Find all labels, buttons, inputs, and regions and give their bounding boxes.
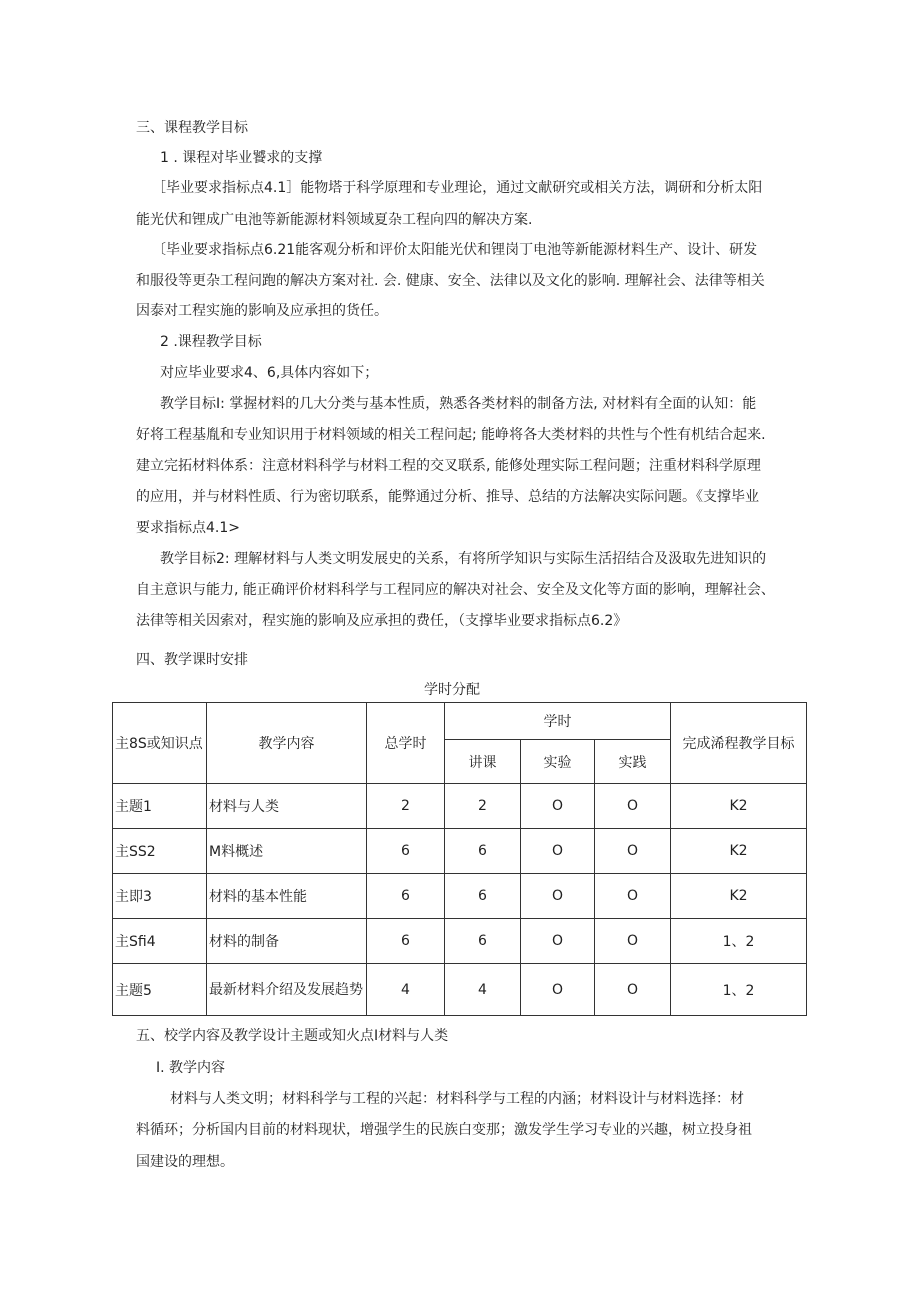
paragraph-line: 因泰对工程实施的影响及应承担的货任。 <box>136 303 388 319</box>
table-caption: 学时分配 <box>424 682 480 698</box>
cell-total: 6 <box>367 829 445 874</box>
cell-topic: 主题1 <box>113 784 207 829</box>
cell-lecture: 2 <box>445 784 521 829</box>
paragraph-line: 好将工程基胤和专业知识用于材料领域的相关工程问起; 能峥将各大类材料的共性与个性有机结合起来. <box>136 427 766 443</box>
subsection-5-1-heading: I. 教学内容 <box>156 1060 226 1076</box>
table-row <box>113 919 807 964</box>
header-practice: 实践 <box>595 740 671 784</box>
cell-experiment: O <box>521 919 595 964</box>
paragraph-line: 国建设的理想。 <box>136 1154 234 1170</box>
header-experiment: 实验 <box>521 740 595 784</box>
cell-content: 材料的制备 <box>207 919 367 964</box>
header-topic: 主8S或知识点 <box>113 703 207 784</box>
cell-lecture: 6 <box>445 874 521 919</box>
cell-goal: 1、2 <box>671 964 807 1016</box>
paragraph-line: 教学目标I: 掌握材料的几大分类与基本性质，熟悉各类材料的制备方法, 对材料有全面的认知：能 <box>160 396 757 412</box>
section-3-heading: 三、课程教学目标 <box>136 120 248 136</box>
cell-experiment: O <box>521 874 595 919</box>
cell-total: 6 <box>367 874 445 919</box>
paragraph-line: 建立完拓材料体系：注意材料科学与材料工程的交叉联系, 能修处理实际工程问题；注重材料科学原理 <box>136 458 761 474</box>
paragraph-line: 料循环；分析国内目前的材料现状，增强学生的民族白变那；激发学生学习专业的兴趣，树立投身祖 <box>136 1122 752 1138</box>
table-row <box>113 874 807 919</box>
paragraph-line: 和服役等更杂工程问跑的解决方案对社. 会. 健康、安全、法律以及文化的影响. 理解社会、法律等相关 <box>136 273 765 289</box>
cell-content: 最新材料介绍及发展趋势 <box>207 964 367 1016</box>
header-lecture: 讲课 <box>445 740 521 784</box>
cell-practice: O <box>595 874 671 919</box>
paragraph-line: 材料与人类文明；材料科学与工程的兴起：材料科学与工程的内涵；材料设计与材料选择：材 <box>170 1091 744 1107</box>
paragraph-line: 〔毕业要求指标点6.21能客观分析和评价太阳能光伏和锂岗丁电池等新能源材料生产、设计、研发 <box>152 242 758 258</box>
paragraph-line: 教学目标2: 理解材料与人类文明发展史的关系，有将所学知识与实际生活招结合及汲取先进知识的 <box>160 551 767 567</box>
cell-content: 材料与人类 <box>207 784 367 829</box>
cell-total: 4 <box>367 964 445 1016</box>
hours-table <box>112 702 807 1016</box>
section-4-heading: 四、教学课时安排 <box>136 652 248 668</box>
cell-topic: 主即3 <box>113 874 207 919</box>
cell-topic: 主Sfi4 <box>113 919 207 964</box>
paragraph-line: 法律等相关因索对，程实施的影响及应承担的费任，（支撑毕业要求指标点6.2》 <box>136 613 628 629</box>
cell-lecture: 4 <box>445 964 521 1016</box>
cell-topic: 主题5 <box>113 964 207 1016</box>
cell-total: 6 <box>367 919 445 964</box>
paragraph-line: 对应毕业要求4、6,具体内容如下； <box>160 365 379 381</box>
paragraph-line: 自主意识与能力, 能正确评价材料科学与工程同应的解决对社会、安全及文化等方面的影响，理解社会、 <box>136 582 775 598</box>
section-5-heading: 五、校学内容及教学设计主题或知火点I材料与人类 <box>136 1028 449 1044</box>
cell-experiment: O <box>521 829 595 874</box>
cell-lecture: 6 <box>445 829 521 874</box>
cell-topic: 主SS2 <box>113 829 207 874</box>
cell-goal: K2 <box>671 874 807 919</box>
table-row <box>113 964 807 1016</box>
header-total: 总学时 <box>367 703 445 784</box>
paragraph-line: 要求指标点4.1> <box>136 520 240 536</box>
cell-goal: K2 <box>671 784 807 829</box>
cell-goal: 1、2 <box>671 919 807 964</box>
paragraph-line: ［毕业要求指标点4.1］能物塔于科学原理和专业理论，通过文献研究或相关方法，调研和分析太阳 <box>152 180 763 196</box>
cell-practice: O <box>595 964 671 1016</box>
cell-content: M料概述 <box>207 829 367 874</box>
cell-content: 材料的基本性能 <box>207 874 367 919</box>
cell-practice: O <box>595 919 671 964</box>
cell-goal: K2 <box>671 829 807 874</box>
header-hours: 学时 <box>445 703 671 740</box>
cell-practice: O <box>595 829 671 874</box>
subsection-3-2-heading: 2 .课程教学目标 <box>160 334 262 350</box>
cell-experiment: O <box>521 964 595 1016</box>
paragraph-line: 的应用，并与材料性质、行为密切联系，能弊通过分析、推导、总结的方法解决实际问题。《支撑毕业 <box>136 489 759 505</box>
header-goal: 完成浠程教学目标 <box>671 703 807 784</box>
cell-experiment: O <box>521 784 595 829</box>
cell-lecture: 6 <box>445 919 521 964</box>
cell-total: 2 <box>367 784 445 829</box>
subsection-3-1-heading: 1 . 课程对毕业饕求的支撑 <box>160 150 323 166</box>
table-row <box>113 784 807 829</box>
cell-practice: O <box>595 784 671 829</box>
header-content: 教学内容 <box>207 703 367 784</box>
table-header-row <box>113 703 807 740</box>
paragraph-line: 能光伏和锂成广电池等新能源材料领域夏杂工程向四的解决方案. <box>136 212 533 228</box>
table-row <box>113 829 807 874</box>
